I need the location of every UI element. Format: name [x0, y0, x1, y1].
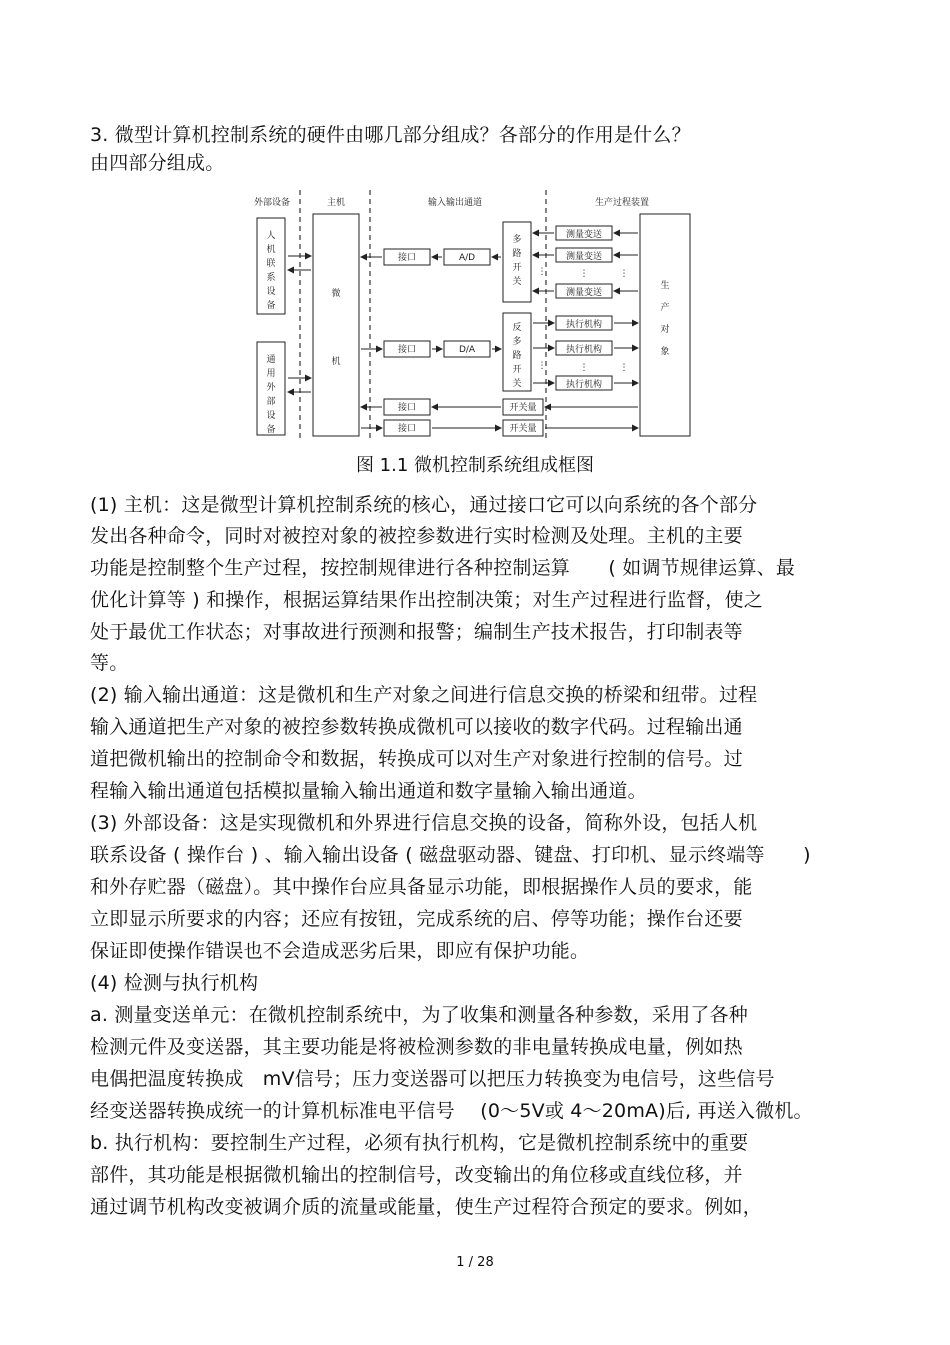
paragraph-line: 电偶把温度转换成 mV信号；压力变送器可以把压力转换变为电信号，这些信号 [90, 1068, 775, 1090]
ad-label: A/D [458, 253, 476, 263]
demux-label-3: 路 [512, 351, 522, 361]
paragraph-line: 通过调节机构改变被调介质的流量或能量，使生产过程符合预定的要求。例如， [90, 1196, 763, 1218]
system-block-diagram [0, 0, 950, 460]
hmi-label-6: 备 [266, 301, 276, 311]
col-host: 主机 [326, 198, 346, 208]
mux-label-3: 开 [512, 263, 522, 273]
mux-label-4: 关 [512, 277, 522, 287]
mux-label-2: 路 [512, 249, 522, 259]
plant-label-4: 象 [660, 347, 670, 357]
actuator-label: 执行机构 [565, 380, 603, 390]
dots: ⋮ [579, 363, 589, 373]
paragraph-line: 道把微机输出的控制命令和数据，转换成可以对生产对象进行控制的信号。过 [90, 748, 743, 770]
general-label-2: 用 [266, 369, 276, 379]
hmi-label-5: 设 [266, 287, 276, 297]
paragraph-line: (2) 输入输出通道：这是微机和生产对象之间进行信息交换的桥梁和纽带。过程 [90, 684, 758, 706]
figure-caption: 图 1.1 微机控制系统组成框图 [355, 455, 595, 476]
hmi-label-4: 系 [266, 273, 276, 283]
paragraph-line: 联系设备 ( 操作台 ) 、输入输出设备 ( 磁盘驱动器、键盘、打印机、显示终端等 ) [90, 844, 811, 866]
paragraph-line: 程输入输出通道包括模拟量输入输出通道和数字量输入输出通道。 [90, 780, 647, 802]
mux-box [503, 222, 531, 302]
dots: ⋮ [619, 363, 629, 373]
paragraph-line: 发出各种命令，同时对被控对象的被控参数进行实时检测及处理。主机的主要 [90, 525, 743, 547]
interface-label: 接口 [397, 403, 417, 413]
demux-label-2: 多 [512, 337, 522, 347]
demux-label-5: 关 [512, 379, 522, 389]
paragraph-line: (3) 外部设备：这是实现微机和外界进行信息交换的设备，简称外设，包括人机 [90, 812, 758, 834]
switch-label: 开关量 [509, 403, 537, 413]
paragraph-line: 立即显示所要求的内容；还应有按钮，完成系统的启、停等功能；操作台还要 [90, 908, 743, 930]
general-label-3: 外 [266, 383, 276, 393]
sensor-label: 测量变送 [565, 252, 603, 262]
actuator-label: 执行机构 [565, 320, 603, 330]
paragraph-line: 功能是控制整个生产过程，按控制规律进行各种控制运算 ( 如调节规律运算、最 [90, 557, 796, 579]
paragraph-line: 和外存贮器（磁盘）。其中操作台应具备显示功能，即根据操作人员的要求，能 [90, 876, 753, 898]
paragraph-line: (4) 检测与执行机构 [90, 972, 259, 994]
general-label-6: 备 [266, 425, 276, 435]
paragraph-line: 等。 [90, 652, 129, 674]
col-external: 外部设备 [253, 198, 291, 208]
interface-label: 接口 [397, 424, 417, 434]
sensor-label: 测量变送 [565, 230, 603, 240]
mux-label-1: 多 [512, 235, 522, 245]
micro-label-2: 机 [331, 357, 341, 367]
paragraph-line: 部件，其功能是根据微机输出的控制信号，改变输出的角位移或直线位移，并 [90, 1164, 743, 1186]
paragraph-line: 保证即使操作错误也不会造成恶劣后果，即应有保护功能。 [90, 940, 590, 962]
paragraph-line: 输入通道把生产对象的被控参数转换成微机可以接收的数字代码。过程输出通 [90, 716, 743, 738]
dots: ⋮ [537, 267, 547, 277]
hmi-label-1: 人 [266, 231, 276, 241]
dots: ⋮ [579, 269, 589, 279]
actuator-label: 执行机构 [565, 345, 603, 355]
interface-label: 接口 [397, 253, 417, 263]
paragraph-line: 优化计算等 ) 和操作，根据运算结果作出控制决策；对生产过程进行监督，使之 [90, 589, 763, 611]
plant-label-1: 生 [660, 281, 670, 291]
col-io: 输入输出通道 [427, 198, 483, 208]
hmi-label-2: 机 [266, 245, 276, 255]
paragraph-line: b. 执行机构：要控制生产过程，必须有执行机构，它是微机控制系统中的重要 [90, 1132, 749, 1154]
intro-text: 由四部分组成。 [90, 152, 225, 174]
general-label-5: 设 [266, 411, 276, 421]
micro-label-1: 微 [331, 289, 341, 299]
sensor-label: 测量变送 [565, 288, 603, 298]
plant-label-2: 产 [660, 303, 670, 313]
question-heading: 3. 微型计算机控制系统的硬件由哪几部分组成？各部分的作用是什么？ [90, 124, 691, 146]
da-label: D/A [458, 345, 476, 355]
plant-label-3: 对 [660, 325, 670, 335]
paragraph-line: 处于最优工作状态；对事故进行预测和报警；编制生产技术报告，打印制表等 [90, 621, 743, 643]
microcomputer-box [313, 214, 359, 436]
paragraph-line: a. 测量变送单元：在微机控制系统中，为了收集和测量各种参数，采用了各种 [90, 1004, 748, 1026]
hmi-label-3: 联 [266, 259, 276, 269]
general-label-1: 通 [266, 355, 276, 365]
dots: ⋮ [619, 269, 629, 279]
page-number: 1 / 28 [456, 1255, 494, 1270]
col-process: 生产过程装置 [594, 198, 650, 208]
dots: ⋮ [537, 361, 547, 371]
demux-label-4: 开 [512, 365, 522, 375]
switch-label: 开关量 [509, 424, 537, 434]
paragraph-line: (1) 主机：这是微型计算机控制系统的核心，通过接口它可以向系统的各个部分 [90, 494, 758, 516]
demux-label-1: 反 [512, 323, 522, 333]
paragraph-line: 检测元件及变送器，其主要功能是将被检测参数的非电量转换成电量，例如热 [90, 1036, 743, 1058]
general-label-4: 部 [266, 397, 276, 407]
paragraph-line: 经变送器转换成统一的计算机标准电平信号 (0～5V或 4～20mA)后, 再送入微机。 [90, 1100, 813, 1122]
interface-label: 接口 [397, 345, 417, 355]
